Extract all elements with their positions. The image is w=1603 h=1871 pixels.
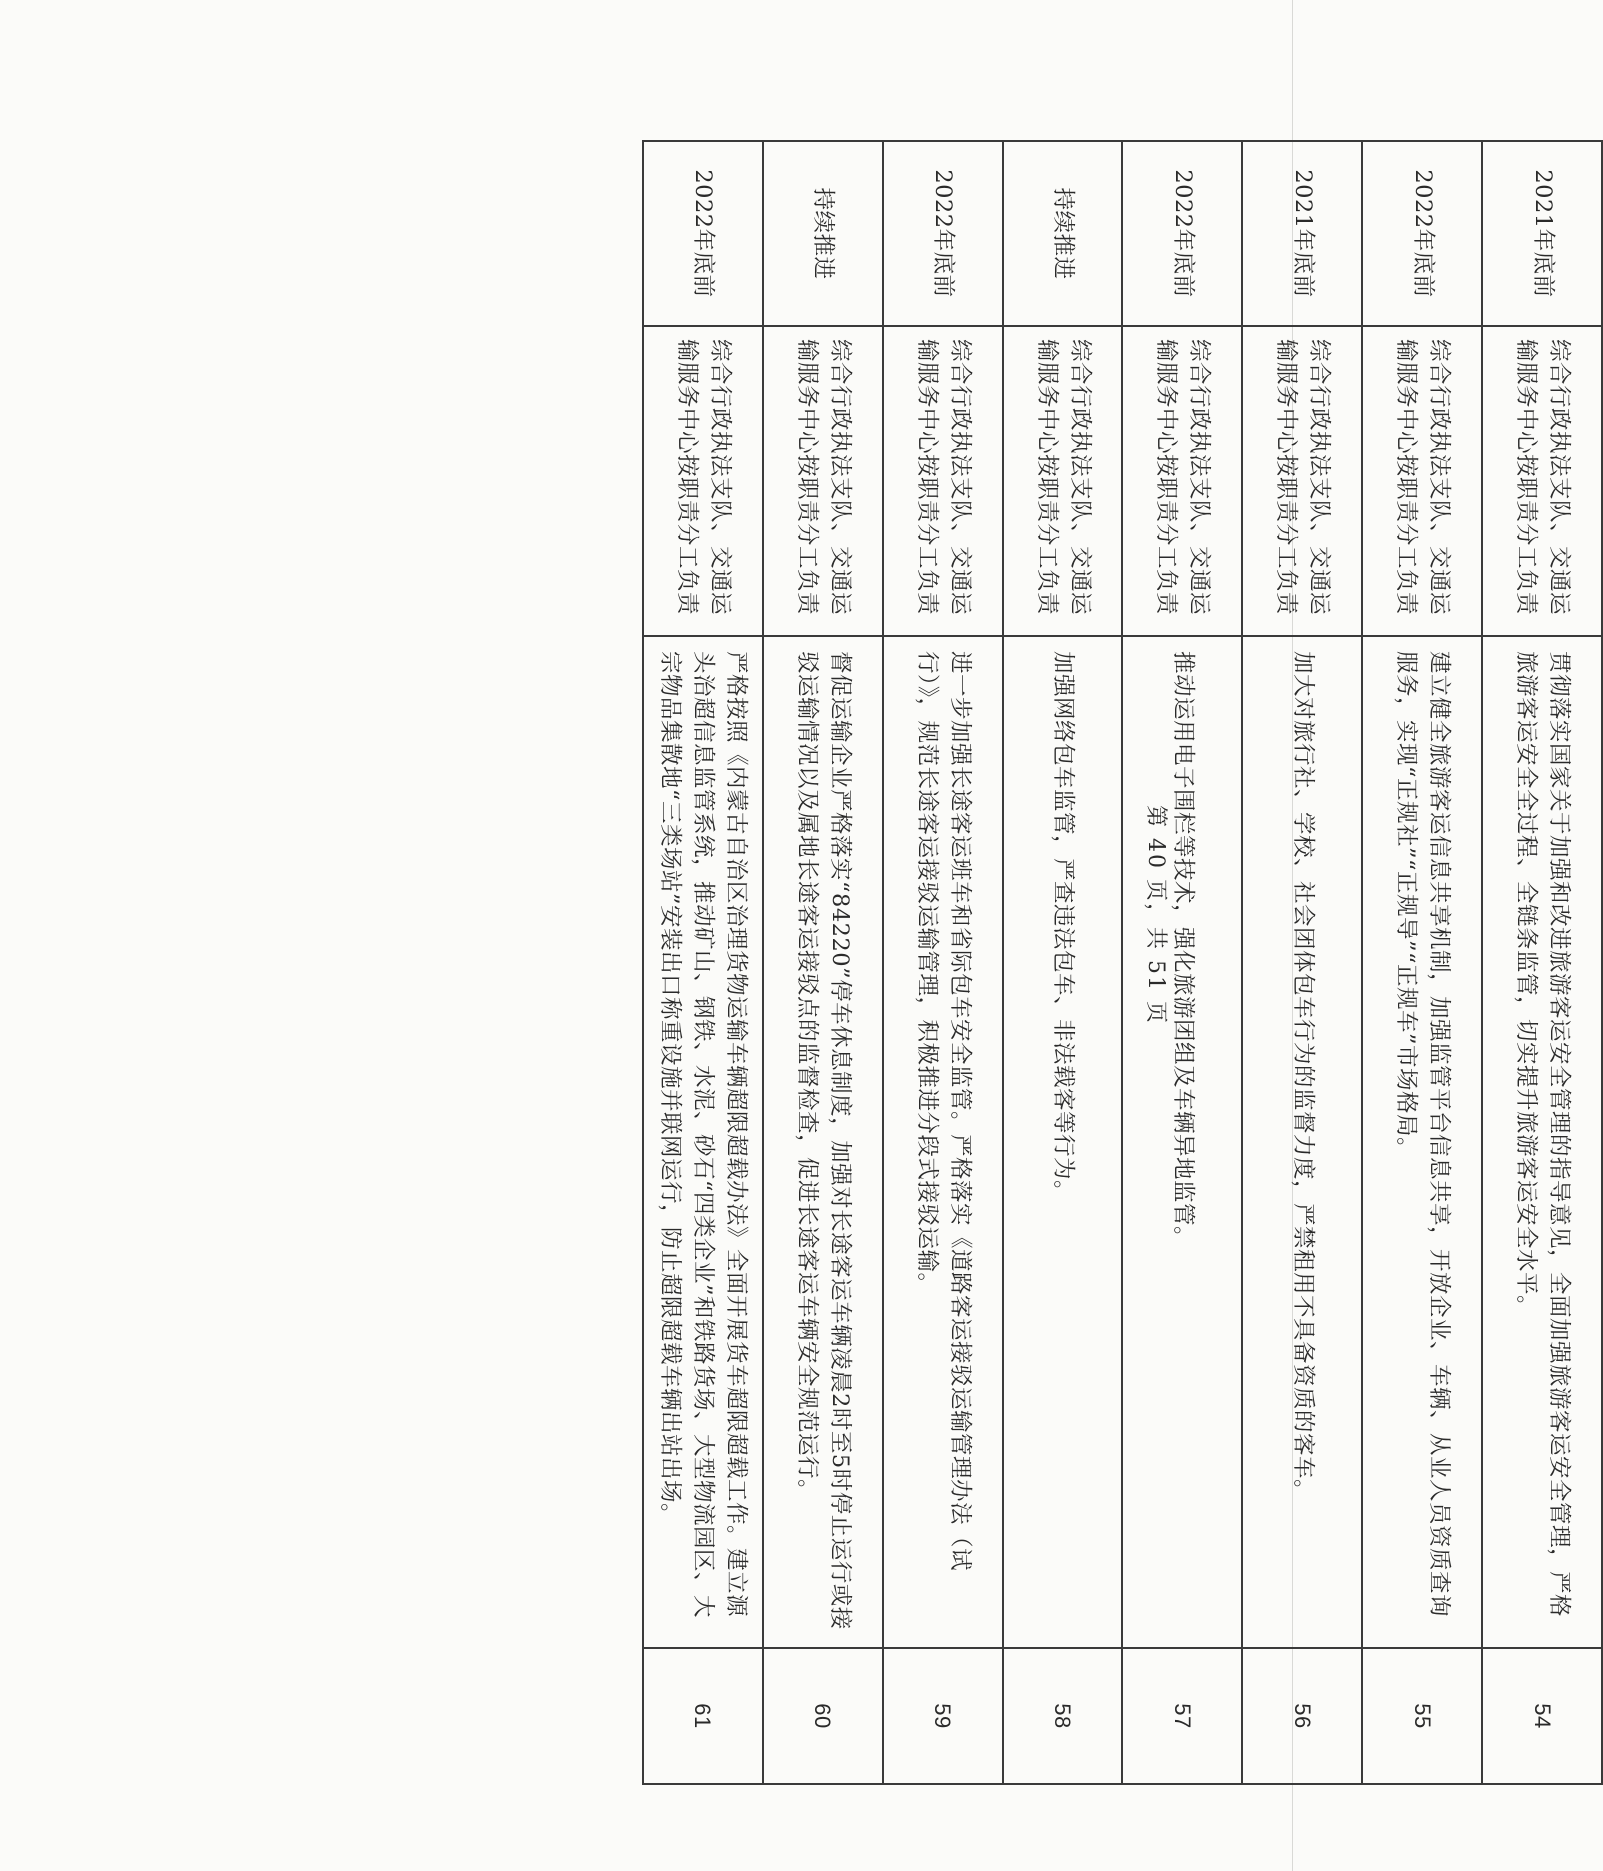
task-table [642,140,1603,1785]
table-row [1003,141,1123,1784]
task-table-body [643,141,1602,1784]
task-description-cell: 建立健全旅游客运信息共享机制，加强监管平台信息共享，开放企业、车辆、从业人员资质查询服务，实现“正规社”“正规导”“正规车”市场格局。 [1362,636,1482,1648]
row-number-cell: 56 [1242,1648,1362,1784]
deadline-cell: 持续推进 [763,141,883,326]
deadline-cell: 2021年底前 [1482,141,1602,326]
deadline-cell: 2021年底前 [1242,141,1362,326]
responsible-dept-cell: 综合行政执法支队、交通运输服务中心按职责分工负责 [1003,326,1123,636]
rotated-table-container [642,140,1603,1783]
table-row [643,141,763,1784]
responsible-dept-cell: 综合行政执法支队、交通运输服务中心按职责分工负责 [1482,326,1602,636]
table-row [1482,141,1602,1784]
deadline-cell: 2022年底前 [883,141,1003,326]
task-description-cell: 加强网络包车监管，严查违法包车、非法载客等行为。 [1003,636,1123,1648]
responsible-dept-cell: 综合行政执法支队、交通运输服务中心按职责分工负责 [643,326,763,636]
table-row [1362,141,1482,1784]
deadline-cell: 持续推进 [1003,141,1123,326]
page-footer: 第 40 页，共 51 页 [1143,805,1168,1025]
responsible-dept-cell: 综合行政执法支队、交通运输服务中心按职责分工负责 [763,326,883,636]
deadline-cell: 2022年底前 [1123,141,1243,326]
row-number-cell: 55 [1362,1648,1482,1784]
task-description-cell: 加大对旅行社、学校、社会团体包车行为的监督力度，严禁租用不具备资质的客车。 [1242,636,1362,1648]
responsible-dept-cell: 综合行政执法支队、交通运输服务中心按职责分工负责 [1242,326,1362,636]
task-description-cell: 贯彻落实国家关于加强和改进旅游客运安全管理的指导意见，全面加强旅游客运安全管理，严格旅游客运安全全过程、全链条监管，切实提升旅游客运安全水平。 [1482,636,1602,1648]
deadline-cell: 2022年底前 [1362,141,1482,326]
row-number-cell: 58 [1003,1648,1123,1784]
row-number-cell: 61 [643,1648,763,1784]
task-description-cell: 严格按照《内蒙古自治区治理货物运输车辆超限超载办法》全面开展货车超限超载工作。建立源头治超信息监管系统，推动矿山、钢铁、水泥、砂石“四类企业”和铁路货场、大型物流园区、大宗物品集散地“三类场站”安装出口称重设施并联网运行，防止超限超载车辆出站出场。 [643,636,763,1648]
responsible-dept-cell: 综合行政执法支队、交通运输服务中心按职责分工负责 [1362,326,1482,636]
row-number-cell: 57 [1123,1648,1243,1784]
row-number-cell: 60 [763,1648,883,1784]
task-description-cell: 督促运输企业严格落实“84220”停车休息制度，加强对长途客运车辆凌晨2时至5时停止运行或接驳运输情况以及属地长途客运接驳点的监督检查，促进长途客运车辆安全规范运行。 [763,636,883,1648]
table-row [1242,141,1362,1784]
responsible-dept-cell: 综合行政执法支队、交通运输服务中心按职责分工负责 [883,326,1003,636]
task-description-cell: 进一步加强长途客运班车和省际包车安全监管。严格落实《道路客运接驳运输管理办法（试行）》，规范长途客运接驳运输管理，积极推进分段式接驳运输。 [883,636,1003,1648]
deadline-cell: 2022年底前 [643,141,763,326]
row-number-cell: 54 [1482,1648,1602,1784]
table-row [883,141,1003,1784]
responsible-dept-cell: 综合行政执法支队、交通运输服务中心按职责分工负责 [1123,326,1243,636]
table-row [763,141,883,1784]
row-number-cell: 59 [883,1648,1003,1784]
task-description-cell: 推动运用电子围栏等技术，强化旅游团组及车辆异地监管。 [1123,636,1243,1648]
